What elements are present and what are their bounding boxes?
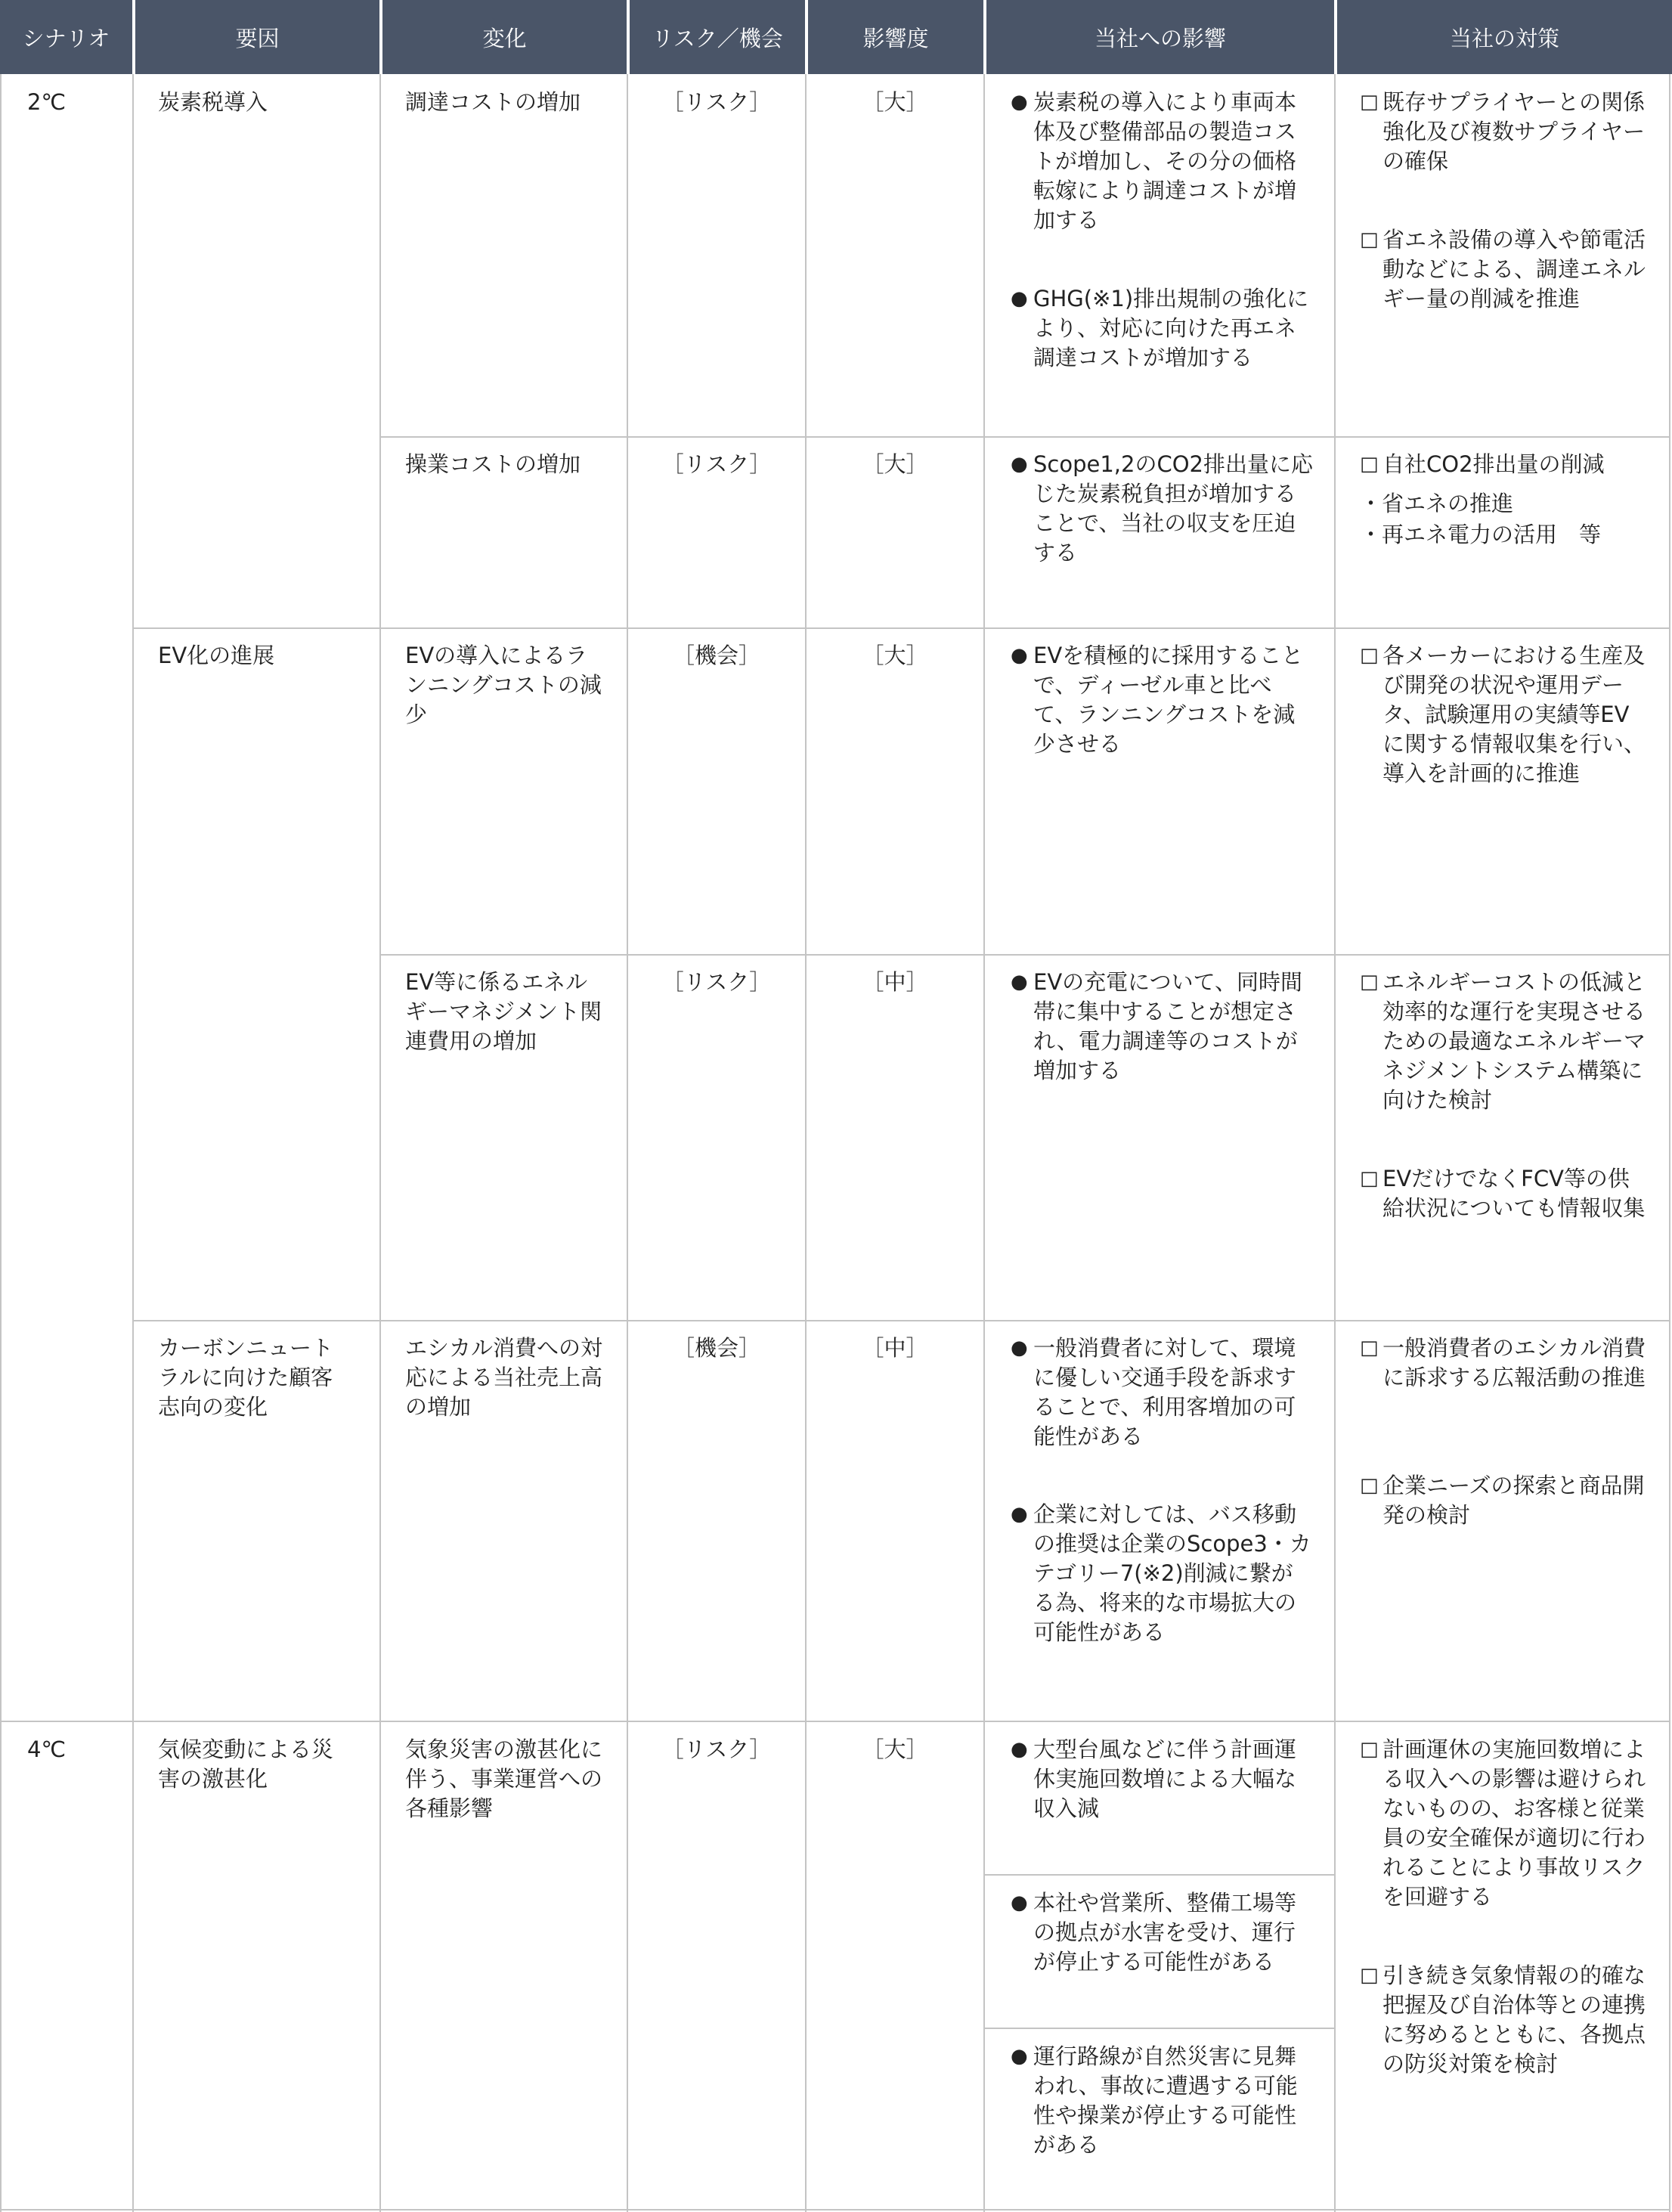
bullet-icon: ● — [1011, 1337, 1028, 1359]
row1-change: 調達コストの増加 — [405, 89, 581, 115]
header-impact-degree: 影響度 — [808, 0, 983, 74]
grid-line — [1334, 74, 1336, 2212]
scenario-4c: 4℃ — [27, 1736, 67, 1762]
grid-line — [379, 74, 381, 2212]
header-factor: 要因 — [135, 0, 379, 74]
grid-line — [0, 74, 2, 2212]
checkbox-icon: □ — [1360, 453, 1379, 476]
row5-impact-1: ● 一般消費者に対して、環境に優しい交通手段を訴求することで、利用客増加の可能性がある — [1011, 1335, 1297, 1449]
checkbox-icon: □ — [1360, 1474, 1379, 1497]
checkbox-icon: □ — [1360, 1167, 1379, 1190]
row5-change: エシカル消費への対応による当社売上高の増加 — [405, 1335, 603, 1420]
row4-impact-1: ● EVの充電について、同時間帯に集中することが想定され、電力調達等のコストが増加する — [1011, 969, 1303, 1083]
header-impact-on-company: 当社への影響 — [986, 0, 1334, 74]
row1-impact-1: ● 炭素税の導入により車両本体及び整備部品の製造コストが増加し、その分の価格転嫁により調達コストが増加する — [1011, 89, 1297, 233]
header-change: 変化 — [382, 0, 627, 74]
bullet-icon: ● — [1011, 1738, 1028, 1761]
grid-line — [627, 74, 628, 2212]
row4-measure-2: □ EVだけでなくFCV等の供給状況についても情報収集 — [1360, 1166, 1646, 1221]
grid-line — [805, 74, 807, 2212]
row3-degree: ［大］ — [862, 643, 928, 668]
checkbox-icon: □ — [1360, 1738, 1379, 1761]
row1-type: ［リスク］ — [661, 89, 772, 115]
grid-line — [983, 1874, 1334, 1876]
bullet-icon: ● — [1011, 453, 1028, 476]
row3-factor: EV化の進展 — [158, 643, 275, 668]
row5-type: ［機会］ — [672, 1335, 760, 1361]
row4-degree: ［中］ — [862, 969, 928, 995]
bullet-icon: ● — [1011, 91, 1028, 113]
row6-impact-1: ● 大型台風などに伴う計画運休実施回数増による大幅な収入減 — [1011, 1736, 1297, 1821]
grid-line — [983, 74, 985, 2212]
row3-impact-1: ● EVを積極的に採用することで、ディーゼル車と比べて、ランニングコストを減少させる — [1011, 643, 1304, 757]
bullet-icon: ● — [1011, 644, 1028, 667]
row2-impact-1: ● Scope1,2のCO2排出量に応じた炭素税負担が増加することで、当社の収支を圧迫する — [1011, 451, 1313, 565]
grid-line — [1669, 74, 1670, 2212]
grid-line — [132, 627, 1670, 629]
grid-line — [379, 436, 1670, 438]
header-risk-opportunity: リスク／機会 — [630, 0, 805, 74]
scenario-2c: 2℃ — [27, 89, 67, 115]
grid-line — [983, 2028, 1334, 2029]
row6-degree: ［大］ — [862, 1736, 928, 1762]
row6-type: ［リスク］ — [661, 1736, 772, 1762]
row2-change: 操業コストの増加 — [405, 451, 581, 477]
grid-line — [132, 74, 134, 2212]
row1-impact-2: ● GHG(※1)排出規制の強化により、対応に向けた再エネ調達コストが増加する — [1011, 286, 1309, 370]
row5-measure-2: □ 企業ニーズの探索と商品開発の検討 — [1360, 1473, 1645, 1528]
row4-type: ［リスク］ — [661, 969, 772, 995]
row1-degree: ［大］ — [862, 89, 928, 115]
row6-measure-2: □ 引き続き気象情報の的確な把握及び自治体等との連携に努めるとともに、各拠点の防災対策を検討 — [1360, 1963, 1646, 2077]
checkbox-icon: □ — [1360, 971, 1379, 993]
row1-factor: 炭素税導入 — [158, 89, 268, 115]
row2-sub-item-2: ・再エネ電力の活用 等 — [1360, 522, 1602, 547]
bullet-icon: ● — [1011, 2045, 1028, 2068]
row1-measure-2: □ 省エネ設備の導入や節電活動などによる、調達エネルギー量の削減を推進 — [1360, 227, 1646, 311]
row2-type: ［リスク］ — [661, 451, 772, 477]
row4-change: EV等に係るエネルギーマネジメント関連費用の増加 — [405, 969, 602, 1054]
row2-sub-item-1: ・省エネの推進 — [1360, 491, 1514, 516]
row6-impact-3: ● 運行路線が自然災害に見舞われ、事故に遭遇する可能性や操業が停止する可能性がある — [1011, 2043, 1298, 2158]
row6-change: 気象災害の激甚化に伴う、事業運営への各種影響 — [405, 1736, 603, 1821]
row5-impact-2: ● 企業に対しては、バス移動の推奨は企業のScope3・カテゴリー7(※2)削減に繋がる為、将来的な市場拡大の可能性がある — [1011, 1501, 1311, 1645]
checkbox-icon: □ — [1360, 1337, 1379, 1359]
row2-degree: ［大］ — [862, 451, 928, 477]
header-scenario: シナリオ — [0, 0, 132, 74]
grid-line — [379, 954, 1670, 956]
row5-degree: ［中］ — [862, 1335, 928, 1361]
row1-measure-1: □ 既存サプライヤーとの関係強化及び複数サプライヤーの確保 — [1360, 89, 1646, 174]
row4-measure-1: □ エネルギーコストの低減と効率的な運行を実現させるための最適なエネルギーマネジメントシステム構築に向けた検討 — [1360, 969, 1646, 1113]
row6-impact-2: ● 本社や営業所、整備工場等の拠点が水害を受け、運行が停止する可能性がある — [1011, 1890, 1297, 1975]
header-divider — [379, 0, 382, 74]
row2-measure-1: □ 自社CO2排出量の削減 — [1360, 450, 1651, 479]
grid-line — [0, 1721, 1670, 1722]
header-divider — [627, 0, 630, 74]
header-countermeasures: 当社の対策 — [1337, 0, 1672, 74]
row6-factor: 気候変動による災害の激甚化 — [158, 1736, 334, 1792]
row5-measure-1: □ 一般消費者のエシカル消費に訴求する広報活動の推進 — [1360, 1335, 1646, 1390]
header-divider — [1334, 0, 1337, 74]
row6-measure-1: □ 計画運休の実施回数増による収入への影響は避けられないものの、お客様と従業員の安全確保が適切に行われることにより事故リスクを回避する — [1360, 1736, 1646, 1910]
row3-measure-1: □ 各メーカーにおける生産及び開発の状況や運用データ、試験運用の実績等EVに関する情報収集を行い、導入を計画的に推進 — [1360, 643, 1646, 786]
checkbox-icon: □ — [1360, 1964, 1379, 1987]
header-divider — [805, 0, 808, 74]
row3-type: ［機会］ — [672, 643, 760, 668]
header-divider — [983, 0, 986, 74]
header-divider — [132, 0, 135, 74]
bullet-icon: ● — [1011, 1503, 1028, 1526]
row5-factor: カーボンニュートラルに向けた顧客志向の変化 — [158, 1335, 334, 1420]
grid-line — [132, 1320, 1670, 1321]
bullet-icon: ● — [1011, 287, 1028, 310]
checkbox-icon: □ — [1360, 228, 1379, 251]
checkbox-icon: □ — [1360, 91, 1379, 113]
row3-change: EVの導入によるランニングコストの減少 — [405, 643, 602, 727]
grid-line — [0, 2209, 1670, 2210]
checkbox-icon: □ — [1360, 644, 1379, 667]
bullet-icon: ● — [1011, 1891, 1028, 1914]
bullet-icon: ● — [1011, 971, 1028, 993]
